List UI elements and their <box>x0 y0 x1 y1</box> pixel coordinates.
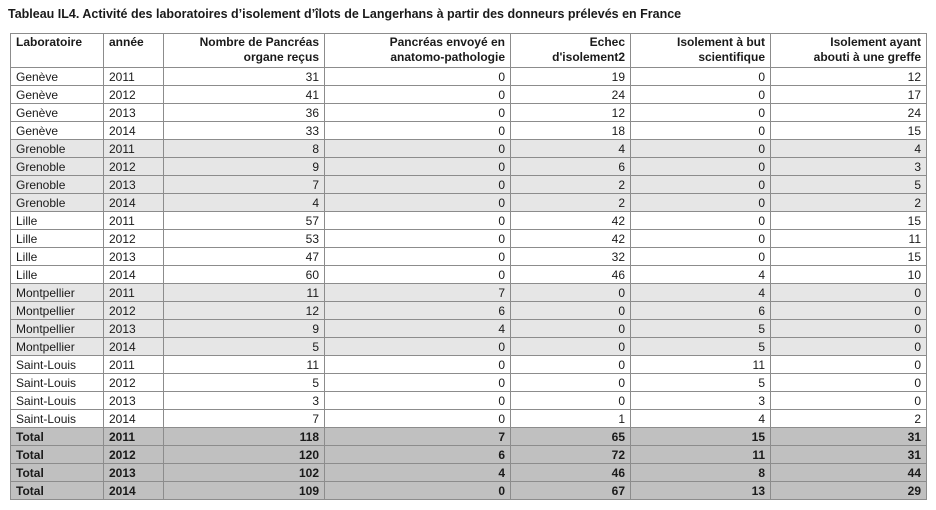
cell-anapath: 0 <box>325 266 511 284</box>
cell-anapath: 0 <box>325 482 511 500</box>
column-header-line: abouti à une greffe <box>813 50 921 64</box>
cell-pancreas-recus: 120 <box>164 446 325 464</box>
cell-isolement-greffe: 29 <box>771 482 927 500</box>
cell-isolement-greffe: 0 <box>771 338 927 356</box>
cell-isolement-scientifique: 0 <box>631 176 771 194</box>
cell-annee: 2013 <box>104 392 164 410</box>
cell-isolement-scientifique: 11 <box>631 356 771 374</box>
column-header-line: anatomo-pathologie <box>390 50 505 64</box>
cell-laboratoire: Saint-Louis <box>11 410 104 428</box>
cell-anapath: 0 <box>325 86 511 104</box>
table-row <box>11 194 927 212</box>
cell-isolement-greffe: 0 <box>771 320 927 338</box>
cell-laboratoire: Lille <box>11 248 104 266</box>
total-row <box>11 446 927 464</box>
cell-pancreas-recus: 36 <box>164 104 325 122</box>
cell-pancreas-recus: 7 <box>164 410 325 428</box>
column-header-isolement-greffe <box>771 34 927 68</box>
total-row <box>11 482 927 500</box>
cell-annee: 2013 <box>104 104 164 122</box>
cell-echec-isolement: 0 <box>511 374 631 392</box>
cell-anapath: 7 <box>325 284 511 302</box>
cell-isolement-scientifique: 8 <box>631 464 771 482</box>
cell-pancreas-recus: 3 <box>164 392 325 410</box>
cell-anapath: 0 <box>325 68 511 86</box>
table-row <box>11 284 927 302</box>
cell-isolement-greffe: 0 <box>771 356 927 374</box>
cell-annee: 2014 <box>104 122 164 140</box>
cell-isolement-greffe: 44 <box>771 464 927 482</box>
cell-pancreas-recus: 8 <box>164 140 325 158</box>
cell-annee: 2012 <box>104 86 164 104</box>
cell-anapath: 0 <box>325 410 511 428</box>
table-row <box>11 374 927 392</box>
cell-pancreas-recus: 33 <box>164 122 325 140</box>
cell-laboratoire: Total <box>11 464 104 482</box>
table-caption <box>8 7 681 21</box>
cell-isolement-greffe: 0 <box>771 374 927 392</box>
cell-anapath: 0 <box>325 194 511 212</box>
cell-annee: 2013 <box>104 320 164 338</box>
cell-isolement-scientifique: 3 <box>631 392 771 410</box>
cell-pancreas-recus: 12 <box>164 302 325 320</box>
cell-anapath: 6 <box>325 446 511 464</box>
cell-isolement-scientifique: 0 <box>631 86 771 104</box>
table-row <box>11 410 927 428</box>
cell-anapath: 0 <box>325 140 511 158</box>
cell-echec-isolement: 0 <box>511 320 631 338</box>
table-row <box>11 122 927 140</box>
cell-laboratoire: Genève <box>11 86 104 104</box>
cell-annee: 2012 <box>104 158 164 176</box>
column-header-anapath <box>325 34 511 68</box>
cell-echec-isolement: 65 <box>511 428 631 446</box>
cell-isolement-scientifique: 0 <box>631 194 771 212</box>
table-row <box>11 212 927 230</box>
cell-isolement-scientifique: 11 <box>631 446 771 464</box>
cell-echec-isolement: 19 <box>511 68 631 86</box>
cell-laboratoire: Grenoble <box>11 140 104 158</box>
cell-echec-isolement: 46 <box>511 464 631 482</box>
cell-laboratoire: Grenoble <box>11 176 104 194</box>
header-row <box>11 34 927 68</box>
table-row <box>11 302 927 320</box>
cell-pancreas-recus: 53 <box>164 230 325 248</box>
cell-isolement-scientifique: 4 <box>631 284 771 302</box>
cell-echec-isolement: 42 <box>511 230 631 248</box>
cell-isolement-scientifique: 0 <box>631 68 771 86</box>
cell-laboratoire: Saint-Louis <box>11 356 104 374</box>
cell-annee: 2014 <box>104 194 164 212</box>
cell-laboratoire: Grenoble <box>11 194 104 212</box>
column-header-annee <box>104 34 164 68</box>
cell-pancreas-recus: 7 <box>164 176 325 194</box>
cell-isolement-greffe: 15 <box>771 212 927 230</box>
table-row <box>11 320 927 338</box>
cell-isolement-scientifique: 4 <box>631 410 771 428</box>
cell-laboratoire: Montpellier <box>11 338 104 356</box>
cell-isolement-scientifique: 0 <box>631 158 771 176</box>
cell-pancreas-recus: 109 <box>164 482 325 500</box>
cell-laboratoire: Montpellier <box>11 284 104 302</box>
cell-isolement-greffe: 17 <box>771 86 927 104</box>
cell-pancreas-recus: 9 <box>164 158 325 176</box>
cell-laboratoire: Lille <box>11 212 104 230</box>
cell-anapath: 4 <box>325 464 511 482</box>
cell-isolement-greffe: 2 <box>771 194 927 212</box>
cell-annee: 2011 <box>104 284 164 302</box>
cell-annee: 2013 <box>104 464 164 482</box>
cell-annee: 2014 <box>104 338 164 356</box>
cell-annee: 2011 <box>104 68 164 86</box>
cell-isolement-greffe: 3 <box>771 158 927 176</box>
cell-anapath: 0 <box>325 176 511 194</box>
cell-annee: 2012 <box>104 374 164 392</box>
column-header-line: Isolement ayant <box>830 35 921 49</box>
cell-pancreas-recus: 118 <box>164 428 325 446</box>
cell-annee: 2014 <box>104 266 164 284</box>
cell-laboratoire: Total <box>11 428 104 446</box>
cell-echec-isolement: 6 <box>511 158 631 176</box>
cell-annee: 2011 <box>104 212 164 230</box>
table-row <box>11 266 927 284</box>
cell-echec-isolement: 4 <box>511 140 631 158</box>
cell-pancreas-recus: 60 <box>164 266 325 284</box>
cell-annee: 2011 <box>104 356 164 374</box>
cell-pancreas-recus: 5 <box>164 338 325 356</box>
cell-annee: 2014 <box>104 410 164 428</box>
cell-isolement-scientifique: 0 <box>631 104 771 122</box>
cell-echec-isolement: 2 <box>511 194 631 212</box>
column-header-pancreas-recus <box>164 34 325 68</box>
column-header-laboratoire <box>11 34 104 68</box>
cell-echec-isolement: 2 <box>511 176 631 194</box>
cell-annee: 2012 <box>104 302 164 320</box>
column-header-isolement-scientifique <box>631 34 771 68</box>
cell-laboratoire: Total <box>11 482 104 500</box>
cell-pancreas-recus: 11 <box>164 284 325 302</box>
table-row <box>11 140 927 158</box>
cell-echec-isolement: 1 <box>511 410 631 428</box>
cell-echec-isolement: 18 <box>511 122 631 140</box>
column-header-line: scientifique <box>698 50 765 64</box>
cell-annee: 2011 <box>104 140 164 158</box>
cell-laboratoire: Genève <box>11 68 104 86</box>
column-header-line: Isolement à but <box>676 35 765 49</box>
cell-isolement-scientifique: 5 <box>631 338 771 356</box>
cell-pancreas-recus: 11 <box>164 356 325 374</box>
cell-pancreas-recus: 5 <box>164 374 325 392</box>
cell-laboratoire: Total <box>11 446 104 464</box>
cell-echec-isolement: 0 <box>511 302 631 320</box>
cell-anapath: 0 <box>325 230 511 248</box>
cell-echec-isolement: 0 <box>511 356 631 374</box>
cell-isolement-scientifique: 0 <box>631 122 771 140</box>
cell-pancreas-recus: 47 <box>164 248 325 266</box>
cell-isolement-scientifique: 5 <box>631 320 771 338</box>
cell-anapath: 0 <box>325 122 511 140</box>
cell-isolement-greffe: 15 <box>771 122 927 140</box>
table-body <box>11 68 927 500</box>
cell-isolement-greffe: 11 <box>771 230 927 248</box>
table-row <box>11 338 927 356</box>
cell-anapath: 6 <box>325 302 511 320</box>
cell-echec-isolement: 0 <box>511 338 631 356</box>
total-row <box>11 428 927 446</box>
cell-pancreas-recus: 102 <box>164 464 325 482</box>
cell-annee: 2011 <box>104 428 164 446</box>
cell-laboratoire: Montpellier <box>11 302 104 320</box>
cell-isolement-greffe: 31 <box>771 446 927 464</box>
cell-anapath: 0 <box>325 392 511 410</box>
table-row <box>11 230 927 248</box>
cell-anapath: 0 <box>325 212 511 230</box>
cell-laboratoire: Genève <box>11 122 104 140</box>
cell-pancreas-recus: 41 <box>164 86 325 104</box>
cell-isolement-greffe: 4 <box>771 140 927 158</box>
column-header-line: Nombre de Pancréas <box>199 35 319 49</box>
cell-pancreas-recus: 9 <box>164 320 325 338</box>
cell-isolement-scientifique: 5 <box>631 374 771 392</box>
table-number: Tableau IL4. <box>8 7 80 21</box>
table-title: Activité des laboratoires d’isolement d’îlots de Langerhans à partir des donneurs prélevés en France <box>82 7 682 21</box>
column-header-line: d'isolement2 <box>552 50 625 64</box>
cell-annee: 2014 <box>104 482 164 500</box>
cell-echec-isolement: 46 <box>511 266 631 284</box>
cell-isolement-scientifique: 6 <box>631 302 771 320</box>
table-row <box>11 86 927 104</box>
table-row <box>11 68 927 86</box>
cell-anapath: 0 <box>325 248 511 266</box>
table-row <box>11 248 927 266</box>
cell-echec-isolement: 0 <box>511 392 631 410</box>
cell-echec-isolement: 24 <box>511 86 631 104</box>
table-header <box>11 34 927 68</box>
cell-pancreas-recus: 57 <box>164 212 325 230</box>
lab-activity-table <box>10 33 927 500</box>
cell-laboratoire: Lille <box>11 230 104 248</box>
column-header-echec-isolement <box>511 34 631 68</box>
cell-isolement-scientifique: 0 <box>631 212 771 230</box>
cell-isolement-greffe: 5 <box>771 176 927 194</box>
cell-pancreas-recus: 31 <box>164 68 325 86</box>
cell-laboratoire: Saint-Louis <box>11 374 104 392</box>
cell-annee: 2013 <box>104 176 164 194</box>
cell-anapath: 0 <box>325 104 511 122</box>
table-row <box>11 392 927 410</box>
cell-isolement-scientifique: 13 <box>631 482 771 500</box>
column-header-line: organe reçus <box>243 50 319 64</box>
cell-isolement-greffe: 31 <box>771 428 927 446</box>
cell-isolement-greffe: 2 <box>771 410 927 428</box>
cell-annee: 2012 <box>104 230 164 248</box>
cell-echec-isolement: 42 <box>511 212 631 230</box>
cell-isolement-greffe: 10 <box>771 266 927 284</box>
cell-echec-isolement: 67 <box>511 482 631 500</box>
column-header-line: Echec <box>589 35 625 49</box>
cell-isolement-greffe: 0 <box>771 284 927 302</box>
cell-pancreas-recus: 4 <box>164 194 325 212</box>
total-row <box>11 464 927 482</box>
cell-isolement-scientifique: 0 <box>631 140 771 158</box>
cell-isolement-greffe: 12 <box>771 68 927 86</box>
cell-laboratoire: Montpellier <box>11 320 104 338</box>
cell-laboratoire: Grenoble <box>11 158 104 176</box>
cell-anapath: 0 <box>325 356 511 374</box>
cell-isolement-greffe: 15 <box>771 248 927 266</box>
column-header-line: Pancréas envoyé en <box>389 35 505 49</box>
cell-echec-isolement: 72 <box>511 446 631 464</box>
cell-annee: 2013 <box>104 248 164 266</box>
cell-isolement-scientifique: 0 <box>631 230 771 248</box>
cell-anapath: 0 <box>325 374 511 392</box>
cell-echec-isolement: 12 <box>511 104 631 122</box>
cell-isolement-greffe: 0 <box>771 302 927 320</box>
cell-laboratoire: Saint-Louis <box>11 392 104 410</box>
cell-isolement-scientifique: 4 <box>631 266 771 284</box>
cell-echec-isolement: 0 <box>511 284 631 302</box>
cell-anapath: 7 <box>325 428 511 446</box>
cell-anapath: 0 <box>325 158 511 176</box>
cell-anapath: 0 <box>325 338 511 356</box>
cell-isolement-greffe: 0 <box>771 392 927 410</box>
cell-echec-isolement: 32 <box>511 248 631 266</box>
table-row <box>11 158 927 176</box>
column-header-line: année <box>109 35 144 49</box>
cell-laboratoire: Genève <box>11 104 104 122</box>
cell-annee: 2012 <box>104 446 164 464</box>
cell-isolement-scientifique: 0 <box>631 248 771 266</box>
table-row <box>11 104 927 122</box>
table-row <box>11 356 927 374</box>
cell-laboratoire: Lille <box>11 266 104 284</box>
table-row <box>11 176 927 194</box>
cell-isolement-scientifique: 15 <box>631 428 771 446</box>
cell-anapath: 4 <box>325 320 511 338</box>
column-header-line: Laboratoire <box>16 35 83 49</box>
cell-isolement-greffe: 24 <box>771 104 927 122</box>
